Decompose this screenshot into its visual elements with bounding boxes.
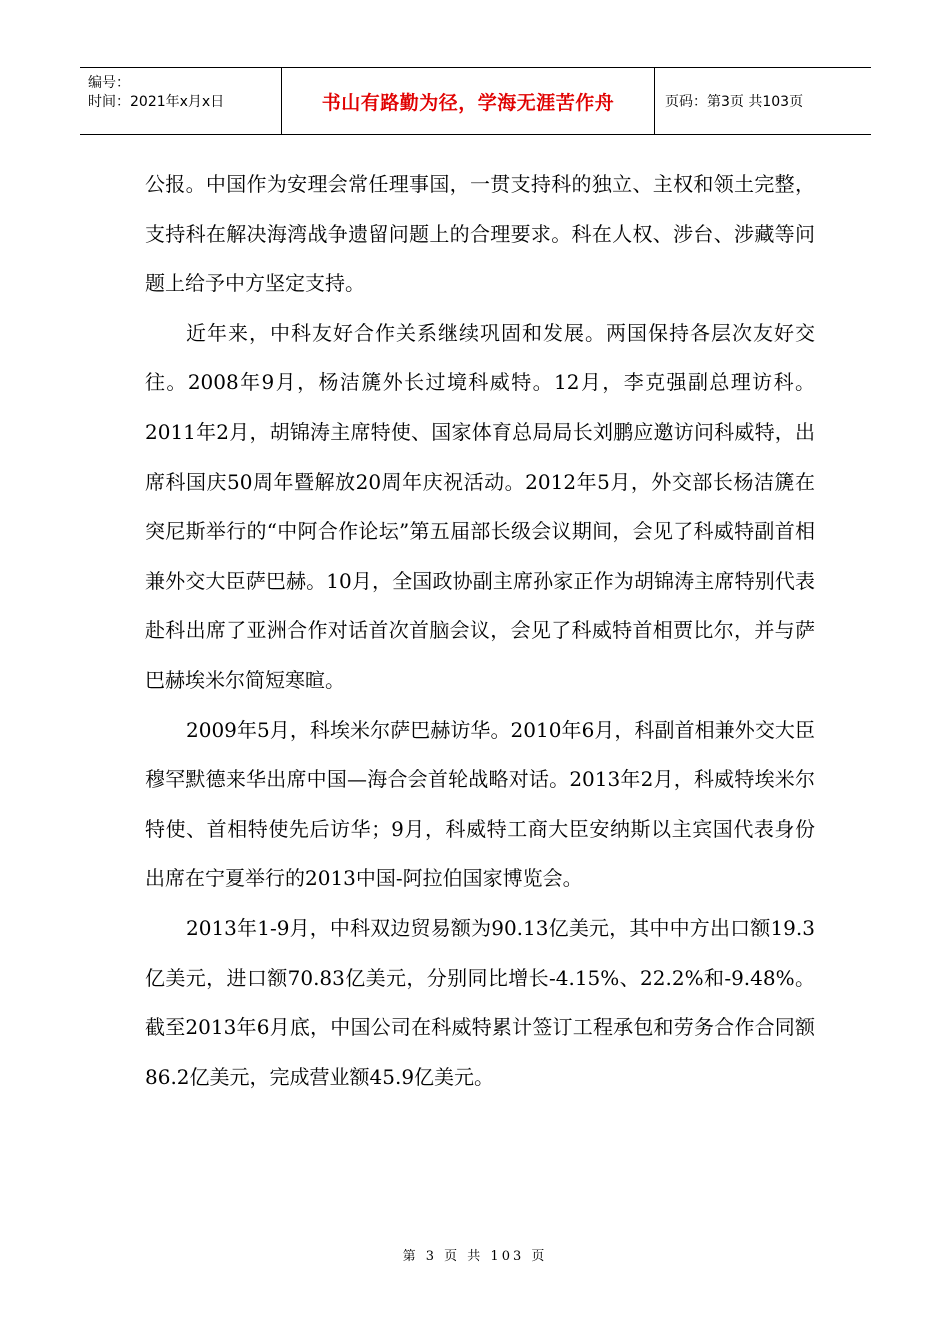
header-page-cell <box>655 68 871 134</box>
header-motto-cell <box>282 68 655 134</box>
header-page-info: 页码：第3页 共103页 <box>665 94 804 110</box>
page-footer <box>0 1245 950 1264</box>
document-time-label: 时间：2021年x月x日 <box>88 94 225 110</box>
body-paragraph: 公报。中国作为安理会常任理事国，一贯支持科的独立、主权和领土完整，支持科在解决海湾战争遗留问题上的合理要求。科在人权、涉台、涉藏等问题上给予中方坚定支持。 <box>145 172 815 296</box>
document-body <box>145 160 815 1102</box>
header-motto: 书山有路勤为径，学海无涯苦作舟 <box>321 91 615 114</box>
body-paragraph: 2013年1-9月，中科双边贸易额为90.13亿美元，其中中方出口额19.3亿美元，进口额70.83亿美元，分别同比增长-4.15%、22.2%和-9.48%。截至2013年6月底，中国公司在科威特累计签订工程承包和劳务合作合同额86.2亿美元，完成营业额45.9亿美元。 <box>145 915 815 1089</box>
page-header <box>80 67 871 135</box>
body-paragraph: 2009年5月，科埃米尔萨巴赫访华。2010年6月，科副首相兼外交大臣穆罕默德来华出席中国—海合会首轮战略对话。2013年2月，科威特埃米尔特使、首相特使先后访华；9月，科威特工商大臣安纳斯以主宾国代表身份出席在宁夏举行的2013中国-阿拉伯国家博览会。 <box>145 717 815 891</box>
footer-page-number: 第 3 页 共 103 页 <box>402 1249 548 1264</box>
header-meta-cell <box>80 68 282 134</box>
body-paragraph: 近年来，中科友好合作关系继续巩固和发展。两国保持各层次友好交往。2008年9月，杨洁篪外长过境科威特。12月，李克强副总理访科。2011年2月，胡锦涛主席特使、国家体育总局局长刘鹏应邀访问科威特，出席科国庆50周年暨解放20周年庆祝活动。2012年5月，外交部长杨洁篪在突尼斯举行的“中阿合作论坛”第五届部长级会议期间，会见了科威特副首相兼外交大臣萨巴赫。10月，全国政协副主席孙家正作为胡锦涛主席特别代表赴科出席了亚洲合作对话首次首脑会议，会见了科威特首相贾比尔，并与萨巴赫埃米尔简短寒暄。 <box>145 320 815 692</box>
document-number-label: 编号： <box>88 75 130 91</box>
